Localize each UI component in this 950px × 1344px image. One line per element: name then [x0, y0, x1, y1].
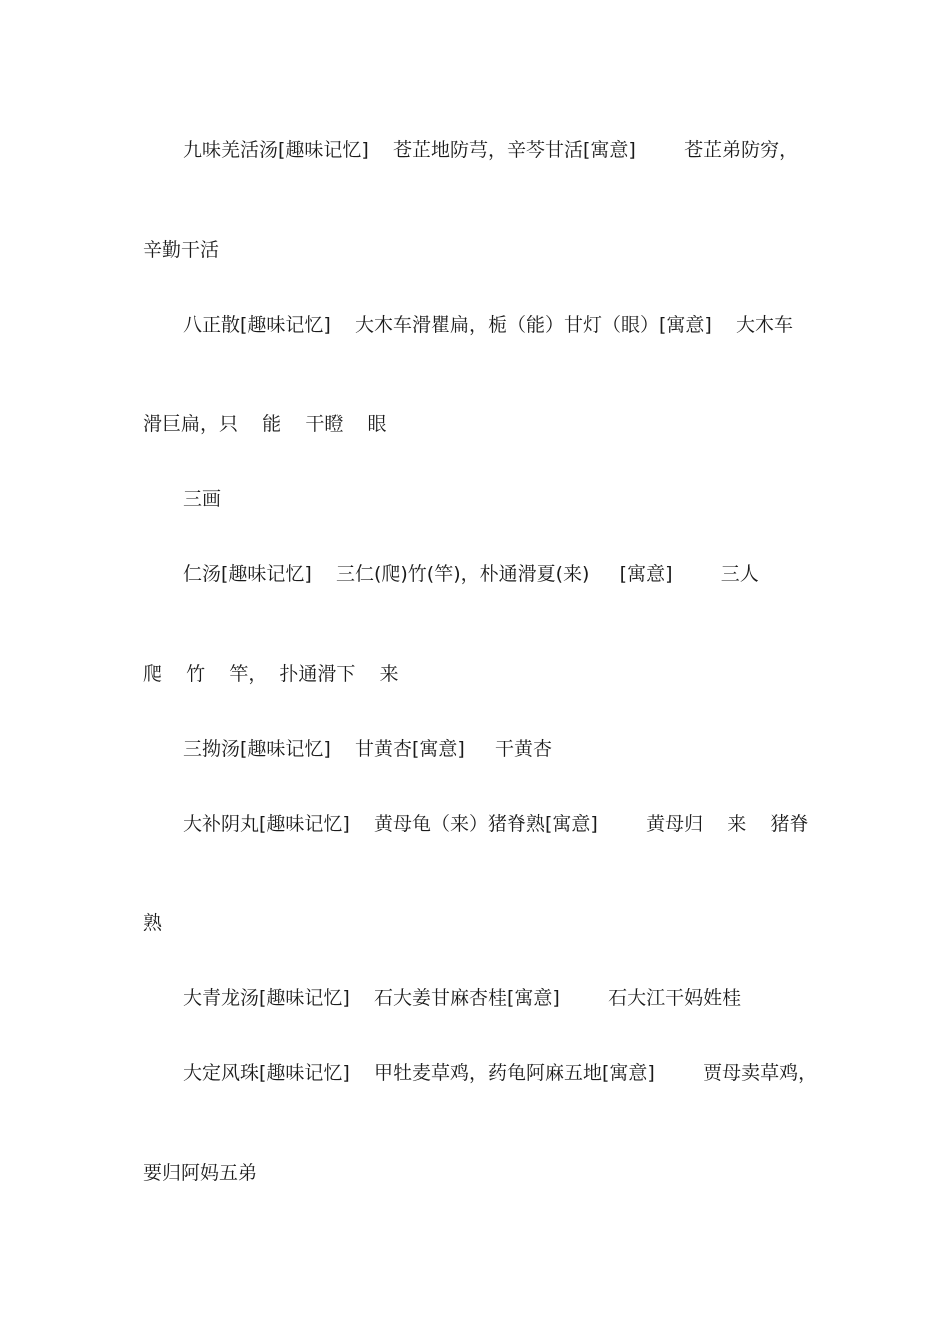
text-line-san-ao: 三拗汤[趣味记忆] 甘黄杏[寓意] 干黄杏	[183, 738, 553, 760]
text-line-dadingfeng: 大定风珠[趣味记忆] 甲牡麦草鸡，药龟阿麻五地[寓意] 贾母卖草鸡，	[183, 1062, 818, 1084]
text-line-continuation: 熟	[143, 912, 163, 934]
text-line-continuation: 爬 竹 竿， 扑通滑下 来	[143, 663, 399, 685]
section-heading: 三画	[183, 488, 222, 510]
text-line-continuation: 要归阿妈五弟	[143, 1162, 258, 1184]
text-line-continuation: 辛勤干活	[143, 239, 220, 261]
text-line-dabuyin: 大补阴丸[趣味记忆] 黄母龟（来）猪脊熟[寓意] 黄母归 来 猪脊	[183, 813, 809, 835]
text-line-daqinglong: 大青龙汤[趣味记忆] 石大姜甘麻杏桂[寓意] 石大江干妈姓桂	[183, 987, 742, 1009]
text-line-bazheng: 八正散[趣味记忆] 大木车滑瞿扁，栀（能）甘灯（眼）[寓意] 大木车	[183, 314, 793, 336]
text-line-sanren: 仁汤[趣味记忆] 三仁(爬)竹(竿)，朴通滑夏(来) [寓意] 三人	[183, 563, 759, 585]
text-line-jiuwei: 九味羌活汤[趣味记忆] 苍芷地防芎，辛芩甘活[寓意] 苍芷弟防穷，	[183, 139, 799, 161]
text-line-continuation: 滑巨扁，只 能 干瞪 眼	[143, 413, 387, 435]
